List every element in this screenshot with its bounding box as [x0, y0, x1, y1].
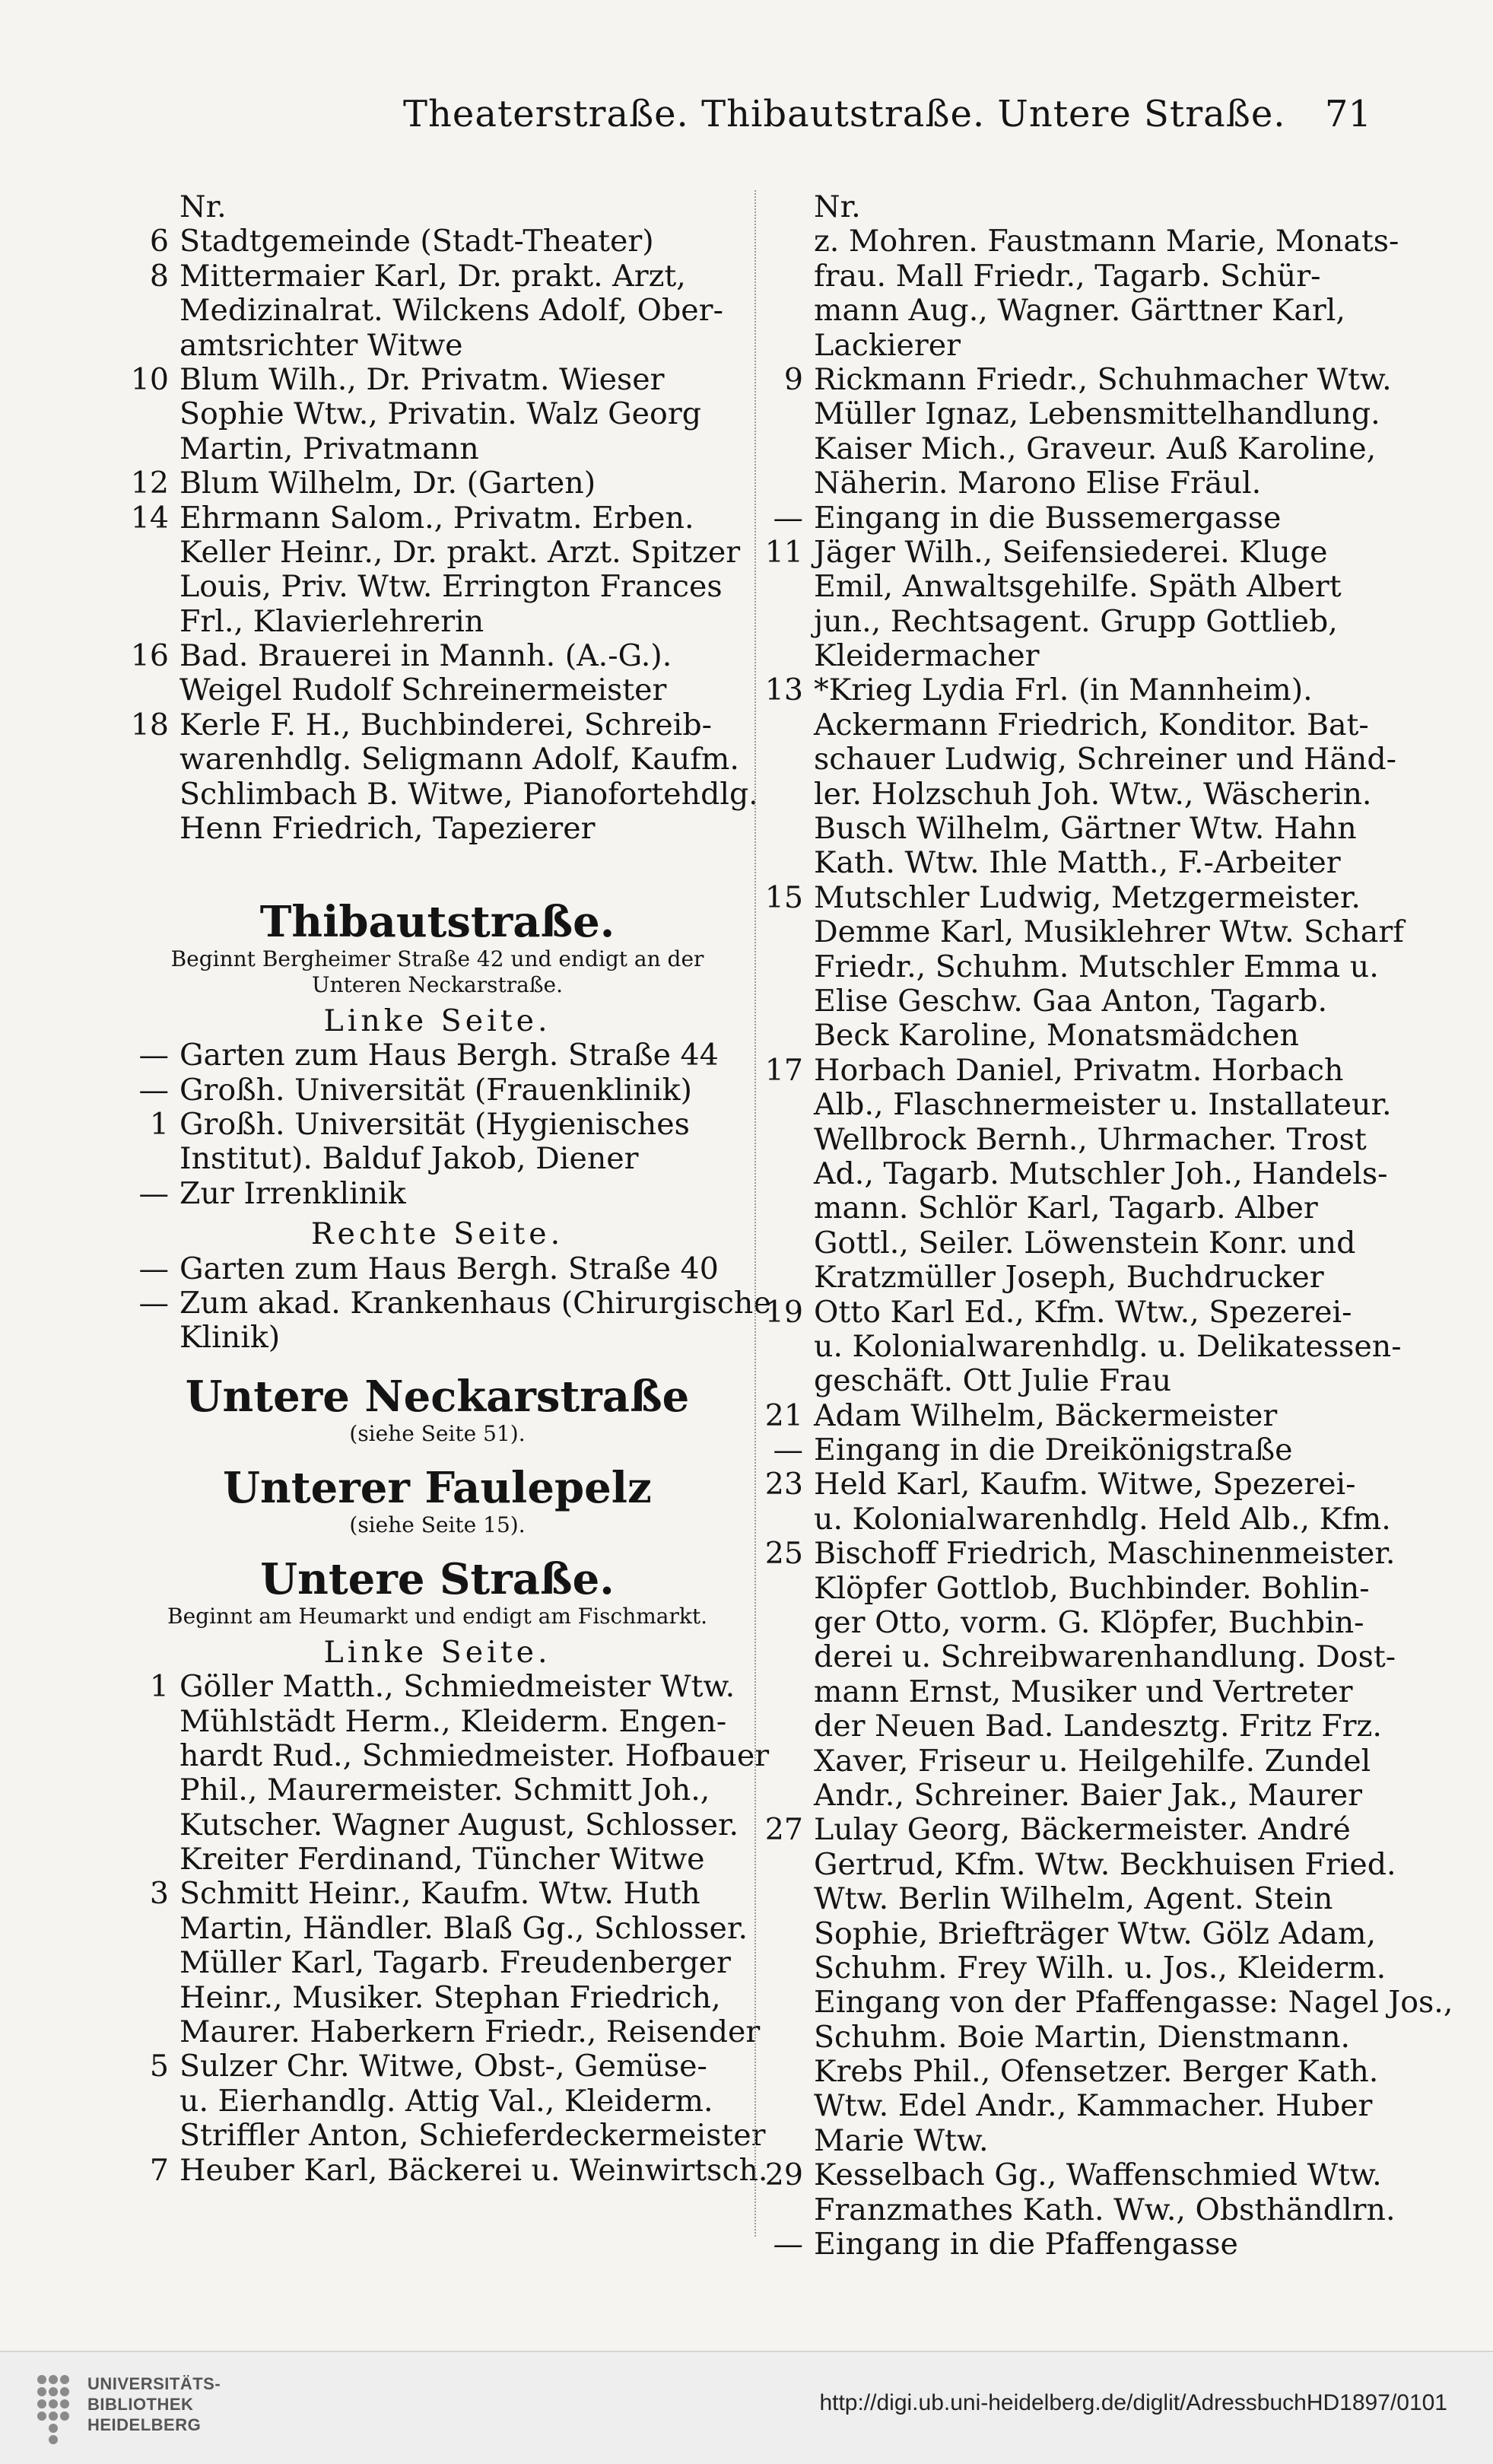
directory-entry-line — [761, 1364, 1365, 1398]
directory-entry-line — [761, 2054, 1379, 2090]
directory-entry-line — [122, 1038, 753, 1073]
entry-text: Bischoff Friedrich, Maschinenmeister. — [814, 1536, 1396, 1572]
directory-entry-line — [122, 673, 753, 707]
entry-text: mann. Schlör Karl, Tagarb. Alber — [814, 1191, 1318, 1226]
directory-entry-line — [761, 1536, 1396, 1572]
entry-text: Ackermann Friedrich, Konditor. Bat- — [814, 707, 1369, 742]
directory-entry-line — [122, 1738, 770, 1773]
directory-entry-line — [761, 224, 1399, 259]
entry-text: Kath. Wtw. Ihle Matth., F.-Arbeiter — [814, 845, 1341, 881]
directory-entry-line — [122, 2118, 766, 2154]
directory-entry-line — [761, 984, 1365, 1019]
house-number: — — [773, 2227, 803, 2262]
entry-text: Klinik) — [179, 1320, 281, 1356]
directory-entry-line — [122, 501, 753, 536]
directory-entry-line — [122, 570, 753, 604]
directory-entry-line — [761, 1985, 1453, 2020]
entry-text: Schuhm. Boie Martin, Dienstmann. — [814, 2019, 1351, 2055]
entry-text: Sophie Wtw., Privatin. Walz Georg — [179, 396, 702, 432]
directory-entry-line — [761, 1882, 1365, 1916]
entry-text: Kesselbach Gg., Waffenschmied Wtw. — [814, 2157, 1382, 2193]
house-number: 25 — [764, 1536, 803, 1572]
directory-entry-line — [122, 397, 753, 431]
house-number: 18 — [130, 707, 169, 742]
directory-entry-line — [761, 466, 1365, 501]
side-heading: Linke Seite. — [323, 1634, 551, 1670]
entry-text: Mutschler Ludwig, Metzgermeister. — [814, 879, 1361, 915]
page-header — [76, 93, 1371, 154]
directory-entry-line — [122, 536, 753, 570]
entry-text: Sophie, Briefträger Wtw. Gölz Adam, — [814, 1916, 1377, 1951]
directory-entry-line — [761, 673, 1365, 707]
entry-text: Phil., Maurermeister. Schmitt Joh., — [179, 1772, 710, 1808]
entry-text: Ad., Tagarb. Mutschler Joh., Handels- — [814, 1156, 1388, 1191]
directory-entry-line — [761, 1261, 1365, 1295]
house-number: 29 — [764, 2157, 803, 2193]
entry-text: Großh. Universität (Frauenklinik) — [179, 1072, 692, 1108]
directory-entry-line — [122, 1842, 753, 1877]
directory-entry-line — [122, 259, 753, 294]
directory-entry-line — [122, 1808, 753, 1842]
directory-entry-line — [761, 259, 1365, 294]
directory-entry-line — [761, 776, 1372, 812]
directory-entry-line — [761, 1950, 1387, 1986]
directory-entry-line — [761, 1191, 1365, 1226]
entry-text: Xaver, Friseur u. Heilgehilfe. Zundel — [814, 1743, 1371, 1779]
digitization-footer — [0, 2351, 1493, 2464]
directory-entry-line — [761, 2227, 1365, 2262]
house-number: 1 — [149, 1669, 169, 1705]
directory-entry-line — [761, 1019, 1365, 1053]
entry-text: Zur Irrenklinik — [179, 1175, 406, 1211]
directory-entry-line — [761, 881, 1365, 915]
entry-text: Heuber Karl, Bäckerei u. Weinwirtsch. — [179, 2152, 768, 2188]
library-name-line: UNIVERSITÄTS- — [87, 2374, 221, 2393]
directory-entry-line — [761, 2157, 1382, 2193]
entry-text: Schuhm. Frey Wilh. u. Jos., Kleiderm. — [814, 1950, 1387, 1986]
entry-text: Mühlstädt Herm., Kleiderm. Engen- — [179, 1703, 727, 1739]
directory-entry-line — [761, 1813, 1365, 1847]
entry-text: Wtw. Berlin Wilhelm, Agent. Stein — [814, 1881, 1333, 1917]
house-number: 3 — [149, 1876, 169, 1912]
entry-text: Striffler Anton, Schieferdeckermeister — [179, 2118, 766, 2154]
directory-entry-line — [122, 708, 753, 742]
directory-entry-line — [761, 1156, 1388, 1191]
directory-entry-line — [761, 1675, 1365, 1709]
street-heading: Untere Neckarstraße — [185, 1371, 690, 1422]
street-heading: Thibautstraße. — [259, 896, 615, 947]
house-number: 14 — [130, 500, 169, 536]
entry-text: warenhdlg. Seligmann Adolf, Kaufm. — [179, 742, 739, 777]
house-number: 21 — [764, 1397, 803, 1433]
entry-text: Lackierer — [814, 327, 961, 363]
entry-text: Eingang in die Bussemergasse — [814, 500, 1282, 536]
street-description: Unteren Neckarstraße. — [311, 971, 563, 997]
entry-text: mann Ernst, Musiker und Vertreter — [814, 1674, 1353, 1709]
library-name-line: BIBLIOTHEK — [87, 2395, 194, 2414]
directory-entry-line — [761, 2088, 1373, 2124]
entry-text: Kaiser Mich., Graveur. Auß Karoline, — [814, 431, 1377, 466]
library-name — [87, 2373, 221, 2435]
right-column — [761, 189, 1453, 2262]
page-number: 71 — [1324, 93, 1371, 135]
entry-text: frau. Mall Friedr., Tagarb. Schür- — [814, 258, 1321, 294]
directory-entry-line — [761, 536, 1365, 570]
directory-entry-line — [761, 1328, 1402, 1364]
directory-entry-line — [122, 1177, 753, 1211]
directory-entry-line — [761, 742, 1396, 777]
house-number: 1 — [149, 1106, 169, 1142]
house-number: — — [138, 1072, 169, 1108]
house-number: 17 — [764, 1052, 803, 1088]
house-number: — — [138, 1038, 169, 1073]
entry-text: Henn Friedrich, Tapezierer — [179, 811, 596, 847]
house-number: — — [138, 1285, 169, 1321]
directory-entry-line — [761, 1054, 1365, 1088]
directory-entry-line — [761, 396, 1380, 432]
entry-text: Mittermaier Karl, Dr. prakt. Arzt, — [179, 258, 686, 294]
directory-entry-line — [122, 1946, 753, 1980]
street-heading: Untere Straße. — [260, 1553, 615, 1604]
entry-text: Weigel Rudolf Schreinermeister — [179, 672, 667, 708]
directory-entry-line — [761, 431, 1377, 466]
entry-text: Göller Matth., Schmiedmeister Wtw. — [179, 1669, 735, 1705]
entry-text: Otto Karl Ed., Kfm. Wtw., Spezerei- — [814, 1294, 1352, 1330]
side-heading: Rechte Seite. — [310, 1216, 564, 1252]
directory-entry-line — [761, 1916, 1377, 1951]
entry-text: Sulzer Chr. Witwe, Obst-, Gemüse- — [179, 2049, 707, 2084]
entry-text: Frl., Klavierlehrerin — [179, 603, 484, 639]
cross-reference: (siehe Seite 51). — [349, 1420, 526, 1446]
entry-text: Nr. — [179, 189, 227, 224]
directory-entry-line — [761, 949, 1379, 984]
entry-text: geschäft. Ott Julie Frau — [814, 1363, 1172, 1399]
entry-text: Held Karl, Kaufm. Witwe, Spezerei- — [814, 1467, 1356, 1502]
directory-entry-line — [761, 1123, 1365, 1157]
directory-entry-line — [761, 190, 1365, 224]
directory-entry-line — [122, 1252, 753, 1286]
directory-entry-line — [761, 914, 1404, 950]
directory-entry-line — [761, 2020, 1365, 2055]
directory-entry-line — [122, 2152, 768, 2188]
entry-text: Rickmann Friedr., Schuhmacher Wtw. — [814, 361, 1392, 397]
house-number: — — [138, 1175, 169, 1211]
directory-entry-line — [122, 776, 758, 812]
house-number: 23 — [764, 1467, 803, 1502]
house-number: 12 — [130, 466, 169, 501]
entry-text: Kleidermacher — [814, 638, 1040, 674]
entry-text: Elise Geschw. Gaa Anton, Tagarb. — [814, 983, 1328, 1019]
house-number: 10 — [130, 361, 169, 397]
entry-text: Kerle F. H., Buchbinderei, Schreib- — [179, 707, 712, 742]
entry-text: Emil, Anwaltsgehilfe. Späth Albert — [814, 569, 1342, 605]
entry-text: Blum Wilhelm, Dr. (Garten) — [179, 466, 596, 501]
directory-entry-line — [122, 224, 753, 259]
entry-text: Institut). Balduf Jakob, Diener — [179, 1141, 639, 1177]
source-url[interactable]: http://digi.ub.uni-heidelberg.de/diglit/AdressbuchHD1897/0101 — [819, 2390, 1447, 2415]
directory-entry-line — [122, 1321, 753, 1355]
entry-text: Wellbrock Bernh., Uhrmacher. Trost — [814, 1121, 1367, 1157]
directory-entry-line — [761, 1743, 1371, 1779]
house-number: 13 — [764, 672, 803, 708]
directory-entry-line — [122, 1142, 753, 1176]
directory-entry-line — [122, 363, 753, 397]
entry-text: Franzmathes Kath. Ww., Obsthändlrn. — [814, 2192, 1396, 2227]
directory-entry-line — [761, 2192, 1396, 2227]
entry-text: Ehrmann Salom., Privatm. Erben. — [179, 500, 694, 536]
directory-entry-line — [122, 1773, 753, 1807]
house-number: 19 — [764, 1294, 803, 1330]
entry-text: Garten zum Haus Bergh. Straße 44 — [179, 1038, 719, 1073]
entry-text: Großh. Universität (Hygienisches — [179, 1106, 690, 1142]
house-number: — — [138, 1251, 169, 1286]
house-number: 7 — [149, 2152, 169, 2188]
directory-entry-line — [122, 294, 753, 328]
entry-text: z. Mohren. Faustmann Marie, Monats- — [814, 224, 1399, 259]
entry-text: Schmitt Heinr., Kaufm. Wtw. Huth — [179, 1876, 700, 1912]
house-number: 5 — [149, 2049, 169, 2084]
entry-text: Eingang in die Pfaffengasse — [814, 2227, 1238, 2262]
house-number: 8 — [149, 258, 169, 294]
street-description: Beginnt Bergheimer Straße 42 und endigt an der — [170, 946, 704, 971]
directory-entry-line — [761, 2124, 1365, 2158]
directory-entry-line — [761, 707, 1369, 742]
entry-text: der Neuen Bad. Landesztg. Fritz Frz. — [814, 1709, 1382, 1744]
directory-entry-line — [122, 1073, 753, 1108]
house-number: — — [773, 500, 803, 536]
directory-entry-line — [122, 466, 753, 501]
running-title: Theaterstraße. Thibautstraße. Untere Straße. — [403, 93, 1286, 135]
house-number: 27 — [764, 1812, 803, 1848]
directory-entry-line — [761, 361, 1392, 397]
directory-entry-line — [122, 2049, 753, 2084]
entry-text: Gottl., Seiler. Löwenstein Konr. und — [814, 1225, 1356, 1261]
entry-text: Stadtgemeinde (Stadt-Theater) — [179, 224, 654, 259]
entry-text: Demme Karl, Musiklehrer Wtw. Scharf — [814, 914, 1404, 950]
entry-text: u. Kolonialwarenhdlg. Held Alb., Kfm. — [814, 1501, 1391, 1537]
directory-entry-line — [122, 605, 753, 639]
directory-entry-line — [761, 294, 1365, 328]
house-number: 9 — [783, 361, 803, 397]
entry-text: Kutscher. Wagner August, Schlosser. — [179, 1807, 739, 1842]
entry-text: Müller Ignaz, Lebensmittelhandlung. — [814, 396, 1380, 432]
directory-entry-line — [122, 1670, 753, 1704]
directory-entry-line — [122, 1285, 771, 1321]
spacer — [122, 846, 753, 880]
entry-text: Maurer. Haberkern Friedr., Reisender — [179, 2014, 761, 2050]
house-number: 15 — [764, 879, 803, 915]
entry-text: Busch Wilhelm, Gärtner Wtw. Hahn — [814, 811, 1357, 847]
directory-entry-line — [761, 812, 1365, 846]
house-number: 6 — [149, 224, 169, 259]
house-number: 16 — [130, 638, 169, 674]
directory-entry-line — [761, 1399, 1365, 1433]
side-heading: Linke Seite. — [323, 1003, 551, 1038]
directory-entry-line — [122, 1912, 753, 1946]
directory-entry-line — [761, 1467, 1365, 1502]
entry-text: Eingang in die Dreikönigstraße — [814, 1432, 1293, 1468]
entry-text: Schlimbach B. Witwe, Pianofortehdlg. — [179, 776, 758, 812]
directory-entry-line — [761, 1606, 1365, 1640]
entry-text: Kreiter Ferdinand, Tüncher Witwe — [179, 1842, 705, 1877]
directory-entry-line — [761, 1501, 1391, 1537]
directory-entry-line — [761, 1087, 1392, 1123]
directory-entry-line — [122, 1877, 753, 1911]
entry-text: Gertrud, Kfm. Wtw. Beckhuisen Fried. — [814, 1846, 1396, 1882]
entry-text: Martin, Privatmann — [179, 431, 479, 466]
house-number: 11 — [764, 534, 803, 570]
directory-entry-line — [122, 2014, 761, 2050]
entry-text: derei u. Schreibwarenhandlung. Dost- — [814, 1639, 1396, 1675]
entry-text: Marie Wtw. — [814, 2122, 989, 2158]
directory-entry-line — [122, 432, 753, 466]
directory-entry-line — [761, 1639, 1396, 1675]
entry-text: Eingang von der Pfaffengasse: Nagel Jos., — [814, 1985, 1453, 2020]
entry-text: mann Aug., Wagner. Gärttner Karl, — [814, 293, 1345, 329]
entry-text: Müller Karl, Tagarb. Freudenberger — [179, 1945, 731, 1981]
left-column — [122, 189, 771, 2244]
entry-text: u. Kolonialwarenhdlg. u. Delikatessen- — [814, 1328, 1402, 1364]
entry-text: Zum akad. Krankenhaus (Chirurgische — [179, 1285, 771, 1321]
directory-entry-line — [122, 742, 753, 777]
directory-entry-line — [761, 1709, 1382, 1744]
directory-entry-line — [761, 329, 1365, 363]
entry-text: ler. Holzschuh Joh. Wtw., Wäscherin. — [814, 776, 1372, 812]
entry-text: ger Otto, vorm. G. Klöpfer, Buchbin- — [814, 1605, 1364, 1641]
entry-text: Näherin. Marono Elise Fräul. — [814, 466, 1262, 501]
street-heading: Unterer Faulepelz — [223, 1462, 652, 1513]
entry-text: Andr., Schreiner. Baier Jak., Maurer — [814, 1777, 1363, 1813]
directory-entry-line — [761, 1779, 1365, 1813]
library-logo-icon — [30, 2369, 76, 2445]
entry-text: Wtw. Edel Andr., Kammacher. Huber — [814, 2088, 1373, 2124]
entry-text: Horbach Daniel, Privatm. Horbach — [814, 1052, 1344, 1088]
directory-entry-line — [761, 639, 1365, 673]
entry-text: Blum Wilh., Dr. Privatm. Wieser — [179, 361, 665, 397]
entry-text: Adam Wilhelm, Bäckermeister — [814, 1397, 1278, 1433]
entry-text: Nr. — [814, 189, 861, 224]
directory-entry-line — [122, 812, 753, 846]
entry-text: amtsrichter Witwe — [179, 327, 463, 363]
entry-text: Medizinalrat. Wilckens Adolf, Ober- — [179, 293, 723, 329]
directory-entry-line — [122, 1108, 753, 1142]
entry-text: Alb., Flaschnermeister u. Installateur. — [814, 1087, 1392, 1123]
entry-text: Heinr., Musiker. Stephan Friedrich, — [179, 1979, 721, 2015]
entry-text: Keller Heinr., Dr. prakt. Arzt. Spitzer — [179, 534, 741, 570]
entry-text: Krebs Phil., Ofensetzer. Berger Kath. — [814, 2054, 1379, 2090]
directory-entry-line — [122, 2084, 753, 2119]
entry-text: Martin, Händler. Blaß Gg., Schlosser. — [179, 1910, 748, 1946]
library-name-line: HEIDELBERG — [87, 2415, 202, 2434]
entry-text: Friedr., Schuhm. Mutschler Emma u. — [814, 949, 1379, 984]
directory-entry-line — [761, 1433, 1365, 1467]
directory-entry-line — [122, 1705, 753, 1739]
entry-text: Jäger Wilh., Seifensiederei. Kluge — [814, 534, 1328, 570]
entry-text: Bad. Brauerei in Mannh. (A.-G.). — [179, 638, 672, 674]
entry-text: *Krieg Lydia Frl. (in Mannheim). — [814, 672, 1313, 708]
directory-entry-line — [761, 501, 1365, 536]
directory-entry-line — [761, 1226, 1365, 1261]
entry-text: Louis, Priv. Wtw. Errington Frances — [179, 569, 723, 605]
entry-text: Beck Karoline, Monatsmädchen — [814, 1018, 1299, 1054]
entry-text: Garten zum Haus Bergh. Straße 40 — [179, 1251, 719, 1286]
entry-text: hardt Rud., Schmiedmeister. Hofbauer — [179, 1738, 770, 1773]
directory-entry-line — [761, 605, 1365, 639]
street-description: Beginnt am Heumarkt und endigt am Fischmarkt. — [167, 1603, 707, 1629]
directory-entry-line — [122, 329, 753, 363]
directory-entry-line — [122, 639, 753, 673]
entry-text: Kratzmüller Joseph, Buchdrucker — [814, 1260, 1324, 1296]
column-divider — [754, 190, 756, 2237]
directory-entry-line — [761, 1296, 1365, 1330]
entry-text: Klöpfer Gottlob, Buchbinder. Bohlin- — [814, 1570, 1370, 1606]
directory-entry-line — [761, 1846, 1396, 1882]
entry-text: u. Eierhandlg. Attig Val., Kleiderm. — [179, 2083, 713, 2119]
cross-reference: (siehe Seite 15). — [349, 1512, 526, 1537]
directory-entry-line — [761, 570, 1365, 604]
directory-entry-line — [761, 846, 1365, 880]
directory-entry-line — [122, 190, 753, 224]
directory-entry-line — [761, 1570, 1370, 1606]
entry-text: schauer Ludwig, Schreiner und Händ- — [814, 742, 1396, 777]
entry-text: Lulay Georg, Bäckermeister. André — [814, 1812, 1351, 1848]
house-number: — — [773, 1432, 803, 1468]
entry-text: jun., Rechtsagent. Grupp Gottlieb, — [814, 603, 1338, 639]
directory-entry-line — [122, 1981, 753, 2015]
